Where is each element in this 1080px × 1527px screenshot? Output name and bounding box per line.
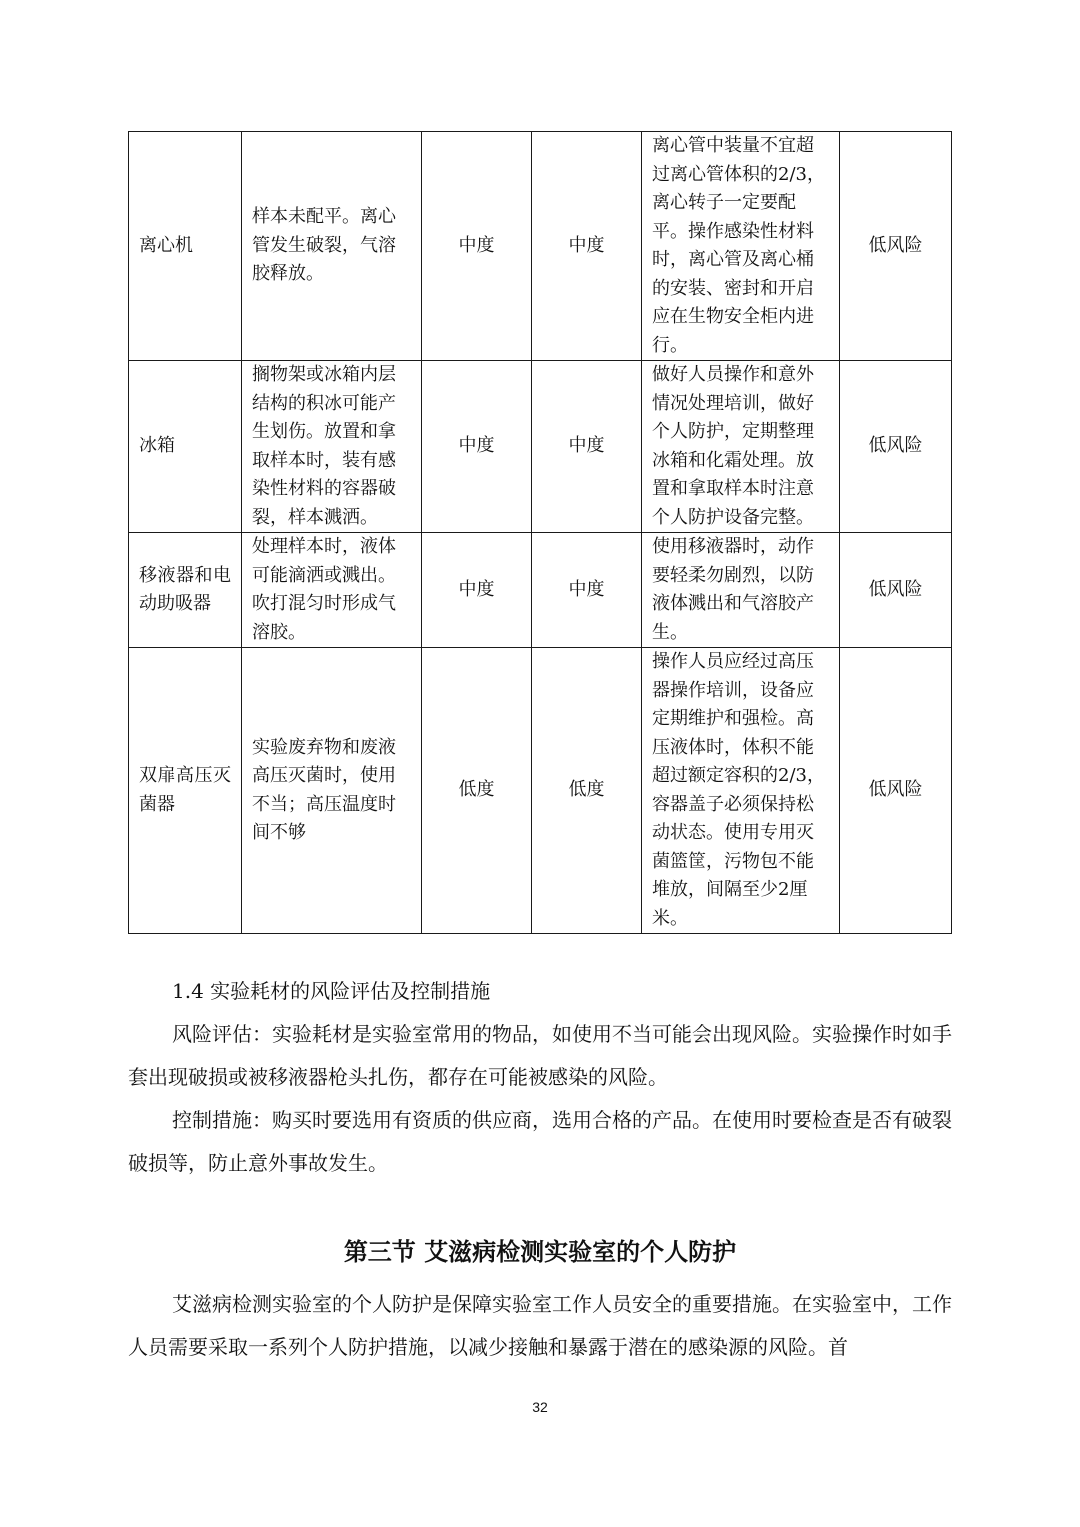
residual-risk-cell: 低风险 — [840, 361, 952, 533]
control-cell: 操作人员应经过高压器操作培训，设备应定期维护和强检。高压液体时，体积不能超过额定容积的2/3，容器盖子必须保持松动状态。使用专用灭菌篮筐，污物包不能堆放，间隔至少2厘米。 — [642, 648, 840, 934]
equipment-cell: 冰箱 — [129, 361, 242, 533]
control-cell: 使用移液器时，动作要轻柔勿剧烈，以防液体溅出和气溶胶产生。 — [642, 533, 840, 648]
hazard-cell: 实验废弃物和废液高压灭菌时，使用不当；高压温度时间不够 — [242, 648, 422, 934]
table-row — [129, 132, 952, 361]
table-row — [129, 361, 952, 533]
likelihood-cell: 中度 — [422, 361, 532, 533]
intro-paragraph: 艾滋病检测实验室的个人防护是保障实验室工作人员安全的重要措施。在实验室中，工作人员需要采取一系列个人防护措施，以减少接触和暴露于潜在的感染源的风险。首 — [128, 1292, 952, 1359]
likelihood-cell: 低度 — [422, 648, 532, 934]
risk-assessment-paragraph: 风险评估：实验耗材是实验室常用的物品，如使用不当可能会出现风险。实验操作时如手套出现破损或被移液器枪头扎伤，都存在可能被感染的风险。 — [128, 1022, 952, 1089]
residual-risk-cell: 低风险 — [840, 648, 952, 934]
severity-cell: 低度 — [532, 648, 642, 934]
equipment-cell: 双扉高压灭菌器 — [129, 648, 242, 934]
table-row — [129, 648, 952, 934]
likelihood-cell: 中度 — [422, 132, 532, 361]
likelihood-cell: 中度 — [422, 533, 532, 648]
control-measures-paragraph: 控制措施：购买时要选用有资质的供应商，选用合格的产品。在使用时要检查是否有破裂破损等，防止意外事故发生。 — [128, 1108, 952, 1175]
control-cell: 离心管中装量不宜超过离心管体积的2/3，离心转子一定要配平。操作感染性材料时，离心管及离心桶的安装、密封和开启应在生物安全柜内进行。 — [642, 132, 840, 361]
table-row — [129, 533, 952, 648]
subsection-heading: 1.4 实验耗材的风险评估及控制措施 — [172, 979, 491, 1003]
severity-cell: 中度 — [532, 361, 642, 533]
risk-assessment-table — [128, 131, 952, 934]
page-number: 32 — [532, 1399, 548, 1415]
severity-cell: 中度 — [532, 132, 642, 361]
hazard-cell: 处理样本时，液体可能滴洒或溅出。吹打混匀时形成气溶胶。 — [242, 533, 422, 648]
severity-cell: 中度 — [532, 533, 642, 648]
hazard-cell: 搁物架或冰箱内层结构的积冰可能产生划伤。放置和拿取样本时，装有感染性材料的容器破裂，样本溅洒。 — [242, 361, 422, 533]
control-cell: 做好人员操作和意外情况处理培训，做好个人防护，定期整理冰箱和化霜处理。放置和拿取样本时注意个人防护设备完整。 — [642, 361, 840, 533]
hazard-cell: 样本未配平。离心管发生破裂，气溶胶释放。 — [242, 132, 422, 361]
residual-risk-cell: 低风险 — [840, 132, 952, 361]
equipment-cell: 移液器和电动助吸器 — [129, 533, 242, 648]
residual-risk-cell: 低风险 — [840, 533, 952, 648]
section-title: 第三节 艾滋病检测实验室的个人防护 — [343, 1238, 737, 1266]
equipment-cell: 离心机 — [129, 132, 242, 361]
